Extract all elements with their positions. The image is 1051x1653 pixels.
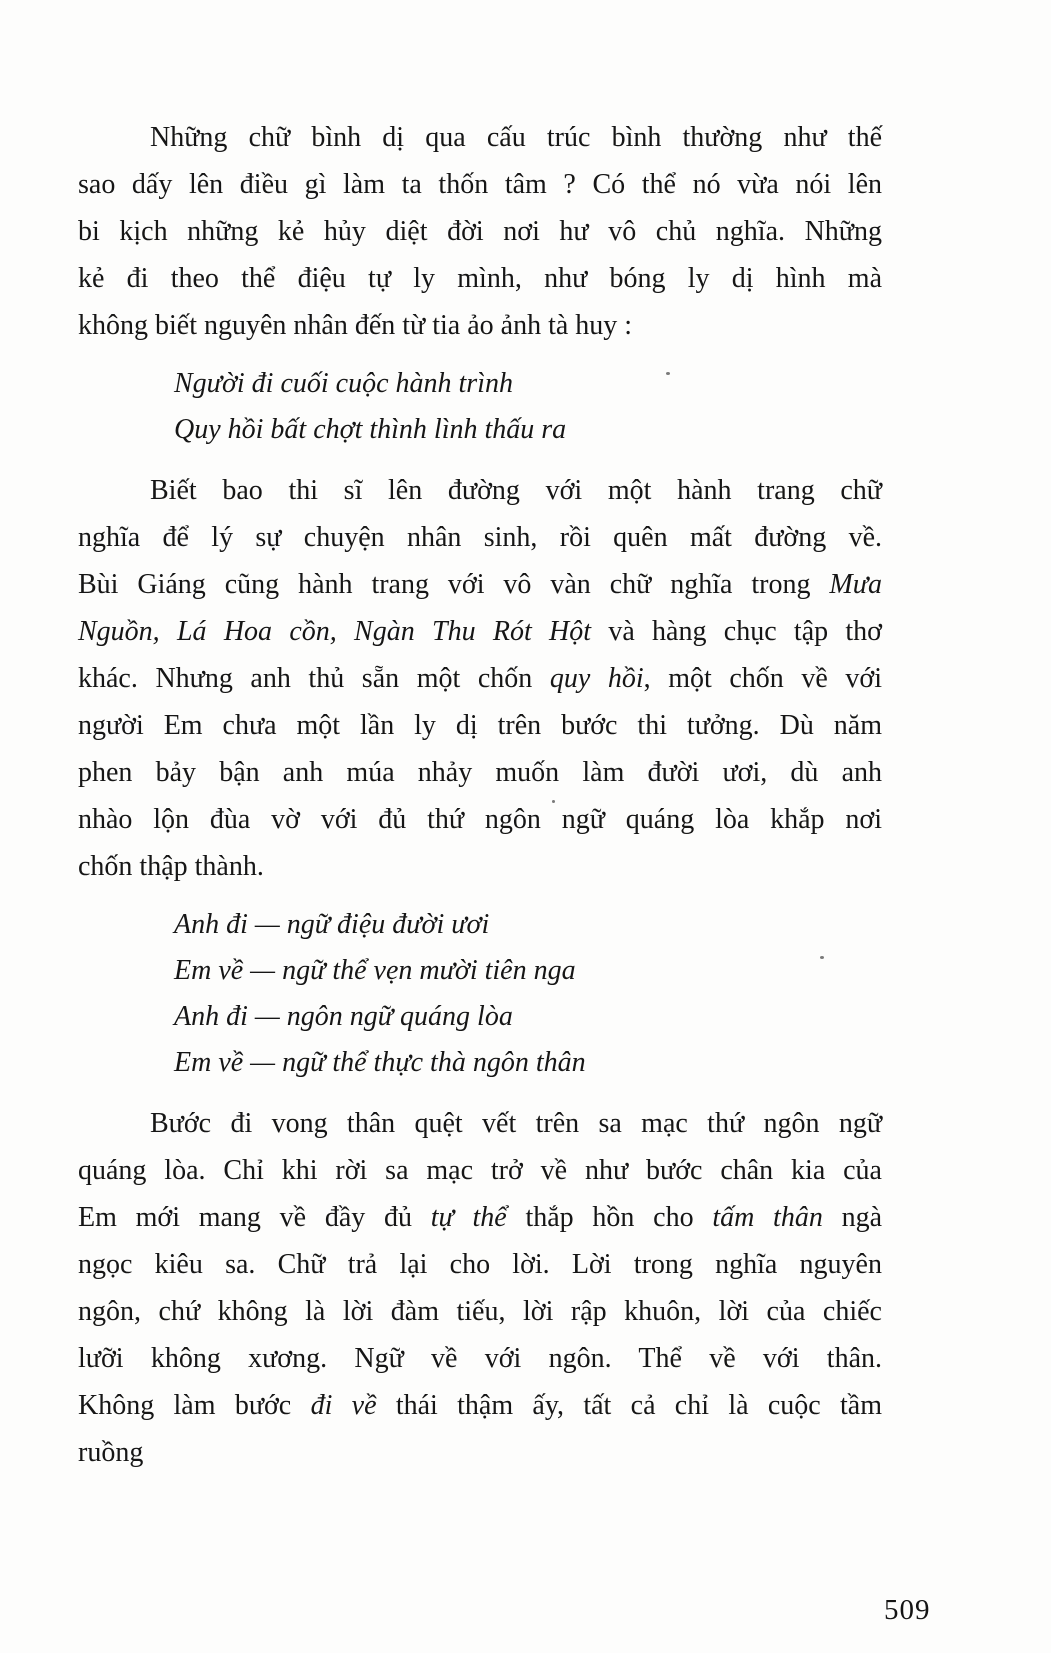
scan-speck <box>552 800 555 803</box>
text-line <box>78 702 882 749</box>
text-segment: không biết nguyên nhân đến từ tia ảo ảnh tà huy : <box>78 310 633 341</box>
italic-text-segment: tự thể <box>430 1202 507 1233</box>
paragraph-block <box>78 114 882 349</box>
text-segment: bi kịch những kẻ hủy diệt đời nơi hư vô chủ nghĩa. Những <box>78 216 882 247</box>
text-segment: và hàng chục tập thơ <box>591 616 882 647</box>
text-line <box>78 208 882 255</box>
text-line <box>78 1194 882 1241</box>
italic-text-segment: Người đi cuối cuộc hành trình <box>174 368 513 399</box>
text-line <box>78 994 882 1040</box>
italic-text-segment: Em về — ngữ thể thực thà ngôn thân <box>174 1047 586 1078</box>
text-line <box>78 1241 882 1288</box>
page-number: 509 <box>884 1594 931 1626</box>
text-segment: ngọc kiêu sa. Chữ trả lại cho lời. Lời trong nghĩa nguyên <box>78 1249 882 1280</box>
text-line <box>78 255 882 302</box>
text-segment: Không làm bước <box>78 1390 311 1421</box>
text-line <box>78 302 882 349</box>
text-segment: kẻ đi theo thể điệu tự ly mình, như bóng ly dị hình mà <box>78 263 882 294</box>
text-segment: Biết bao thi sĩ lên đường với một hành trang chữ <box>150 475 882 506</box>
text-line <box>78 467 882 514</box>
italic-text-segment: đi về <box>310 1390 377 1421</box>
text-line <box>78 796 882 843</box>
text-segment: thắp hồn cho <box>506 1202 713 1233</box>
text-line <box>78 1040 882 1086</box>
italic-text-segment: quy hồi <box>549 663 644 694</box>
text-line <box>78 1100 882 1147</box>
text-line <box>78 514 882 561</box>
text-line <box>78 1288 882 1335</box>
text-segment: sao dấy lên điều gì làm ta thốn tâm ? Có thể nó vừa nói lên <box>78 169 882 200</box>
verse-block <box>78 361 882 453</box>
italic-text-segment: Nguồn, Lá Hoa cồn, Ngàn Thu Rót Hột <box>78 616 592 647</box>
text-segment: ruồng <box>78 1437 144 1468</box>
text-segment: thái thậm ấy, tất cả chỉ là cuộc tầm <box>376 1390 882 1421</box>
text-line <box>78 843 882 890</box>
text-segment: nhào lộn đùa vờ với đủ thứ ngôn ngữ quáng lòa khắp nơi <box>78 804 882 835</box>
text-line <box>78 361 882 407</box>
text-line <box>78 161 882 208</box>
text-segment: phen bảy bận anh múa nhảy muốn làm đười ươi, dù anh <box>78 757 882 788</box>
text-segment: chốn thập thành. <box>78 851 264 882</box>
text-segment: nghĩa để lý sự chuyện nhân sinh, rồi quên mất đường về. <box>78 522 882 553</box>
text-line <box>78 1335 882 1382</box>
text-segment: ngà <box>822 1202 882 1233</box>
text-segment: Bước đi vong thân quệt vết trên sa mạc thứ ngôn ngữ <box>150 1108 882 1139</box>
text-segment: Em mới mang về đầy đủ <box>78 1202 431 1233</box>
text-line <box>78 1429 882 1476</box>
text-line <box>78 407 882 453</box>
text-line <box>78 114 882 161</box>
text-segment: Bùi Giáng cũng hành trang với vô vàn chữ nghĩa trong <box>78 569 830 600</box>
verse-block <box>78 902 882 1086</box>
text-segment: người Em chưa một lần ly dị trên bước thi tưởng. Dù năm <box>78 710 882 741</box>
text-line <box>78 902 882 948</box>
text-line <box>78 561 882 608</box>
text-segment: ngôn, chứ không là lời đàm tiếu, lời rập khuôn, lời của chiếc <box>78 1296 882 1327</box>
italic-text-segment: Em về — ngữ thể vẹn mười tiên nga <box>174 955 576 986</box>
text-line <box>78 1147 882 1194</box>
text-segment: Những chữ bình dị qua cấu trúc bình thường như thế <box>150 122 882 153</box>
scan-speck <box>820 956 824 959</box>
text-segment: quáng lòa. Chỉ khi rời sa mạc trở về như bước chân kia của <box>78 1155 882 1186</box>
paragraph-block <box>78 1100 882 1476</box>
page-text <box>78 114 882 1476</box>
italic-text-segment: tấm thân <box>712 1202 823 1233</box>
text-segment: khác. Nhưng anh thủ sẵn một chốn <box>78 663 550 694</box>
text-line <box>78 608 882 655</box>
text-line <box>78 655 882 702</box>
text-segment: lưỡi không xương. Ngữ về với ngôn. Thể về với thân. <box>78 1343 882 1374</box>
italic-text-segment: Mưa <box>829 569 882 600</box>
italic-text-segment: Quy hồi bất chợt thình lình thấu ra <box>174 414 567 445</box>
text-line <box>78 1382 882 1429</box>
text-line <box>78 749 882 796</box>
italic-text-segment: Anh đi — ngữ điệu đười ươi <box>174 909 490 940</box>
text-line <box>78 948 882 994</box>
paragraph-block <box>78 467 882 890</box>
italic-text-segment: Anh đi — ngôn ngữ quáng lòa <box>174 1001 513 1032</box>
scan-speck <box>666 372 670 375</box>
text-segment: , một chốn về với <box>643 663 882 694</box>
